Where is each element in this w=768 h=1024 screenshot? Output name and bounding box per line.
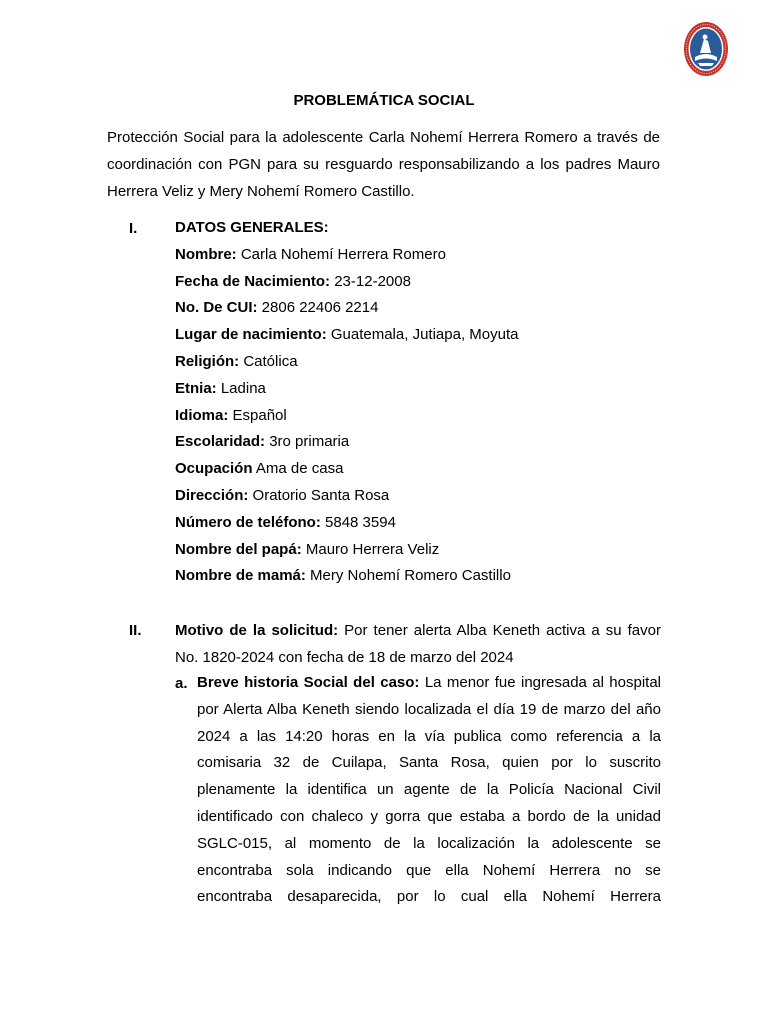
field-row xyxy=(175,242,665,269)
field-row xyxy=(175,269,665,296)
field-label: Dirección: xyxy=(175,486,249,504)
field-value: Español xyxy=(232,406,287,424)
field-row xyxy=(175,456,665,483)
field-row xyxy=(175,483,665,510)
field-value: 5848 3594 xyxy=(325,513,396,531)
subsection-letter: a. xyxy=(175,675,188,692)
field-value: Ama de casa xyxy=(255,460,344,478)
field-value: Mery Nohemí Romero Castillo xyxy=(310,567,511,585)
field-label: Número de teléfono: xyxy=(175,513,321,531)
historia-line: por Alerta Alba Keneth siendo localizada el día 19 de marzo del año xyxy=(197,700,661,718)
field-row xyxy=(175,349,665,376)
section-number: II. xyxy=(129,622,142,639)
historia-line: 2024 a las 14:20 horas en la vía publica como referencia a la xyxy=(197,727,661,745)
field-row xyxy=(175,563,665,590)
datos-generales-list xyxy=(175,215,665,590)
section-number: I. xyxy=(129,220,138,237)
field-row xyxy=(175,510,665,537)
historia-line: plenamente la identifica un agente de la Policía Nacional Civil xyxy=(197,781,661,799)
field-label: No. De CUI: xyxy=(175,299,258,317)
field-row xyxy=(175,376,665,403)
motivo-label: Motivo de la solicitud: xyxy=(175,622,339,639)
field-row xyxy=(175,537,665,564)
field-value: Guatemala, Jutiapa, Moyuta xyxy=(330,326,519,344)
field-value: 23-12-2008 xyxy=(334,272,411,290)
field-label: Ocupación xyxy=(175,460,253,478)
motivo-paragraph xyxy=(175,617,661,671)
historia-line: Breve historia Social del caso: La menor fue ingresada al hospital xyxy=(197,674,662,691)
field-row xyxy=(175,322,665,349)
historia-label: Breve historia Social del caso: xyxy=(197,674,420,691)
motivo-text: Por tener alerta Alba Keneth activa a su favor No. 1820-2024 con fecha de 18 de marzo del 2024 xyxy=(175,622,661,666)
historia-line: comisaria 32 de Cuilapa, Santa Rosa, quien por lo suscrito xyxy=(197,754,661,772)
field-label: Fecha de Nacimiento: xyxy=(175,272,331,290)
field-label: Nombre del papá: xyxy=(175,540,302,558)
field-label: Escolaridad: xyxy=(175,433,266,451)
intro-paragraph: Protección Social para la adolescente Carla Nohemí Herrera Romero a través de coordinación con PGN para su resguardo responsabilizando a los padres Mauro Herrera Veliz y Mery Nohemí Romero Castillo. xyxy=(107,129,660,200)
historia-line: encontraba sola indicando que ella Nohemí Herrera no se xyxy=(197,861,661,879)
field-label: Lugar de nacimiento: xyxy=(175,326,327,344)
field-label: Idioma: xyxy=(175,406,229,424)
field-value: 3ro primaria xyxy=(269,433,350,451)
historia-paragraph xyxy=(197,670,661,911)
field-label: Nombre: xyxy=(175,245,237,263)
field-label: Nombre de mamá: xyxy=(175,567,306,585)
historia-line: SGLC-015, al momento de la localización la adolescente se xyxy=(197,834,661,852)
field-label: Religión: xyxy=(175,352,240,370)
field-row xyxy=(175,403,665,430)
field-label: Etnia: xyxy=(175,379,217,397)
section-heading: DATOS GENERALES: xyxy=(175,219,329,236)
field-value: Ladina xyxy=(220,379,266,397)
field-row xyxy=(175,429,665,456)
historia-line: encontraba desaparecida, por lo cual ella Nohemí Herrera xyxy=(197,888,661,906)
university-seal-logo xyxy=(683,21,729,77)
field-value: 2806 22406 2214 xyxy=(261,299,379,317)
document-title: PROBLEMÁTICA SOCIAL xyxy=(293,92,475,109)
field-row xyxy=(175,295,665,322)
historia-line: identificado con chaleco y gorra que estaba a bordo de la unidad xyxy=(197,807,661,825)
field-value: Mauro Herrera Veliz xyxy=(305,540,440,558)
field-value: Católica xyxy=(243,352,298,370)
field-value: Oratorio Santa Rosa xyxy=(252,486,390,504)
field-value: Carla Nohemí Herrera Romero xyxy=(240,245,446,263)
